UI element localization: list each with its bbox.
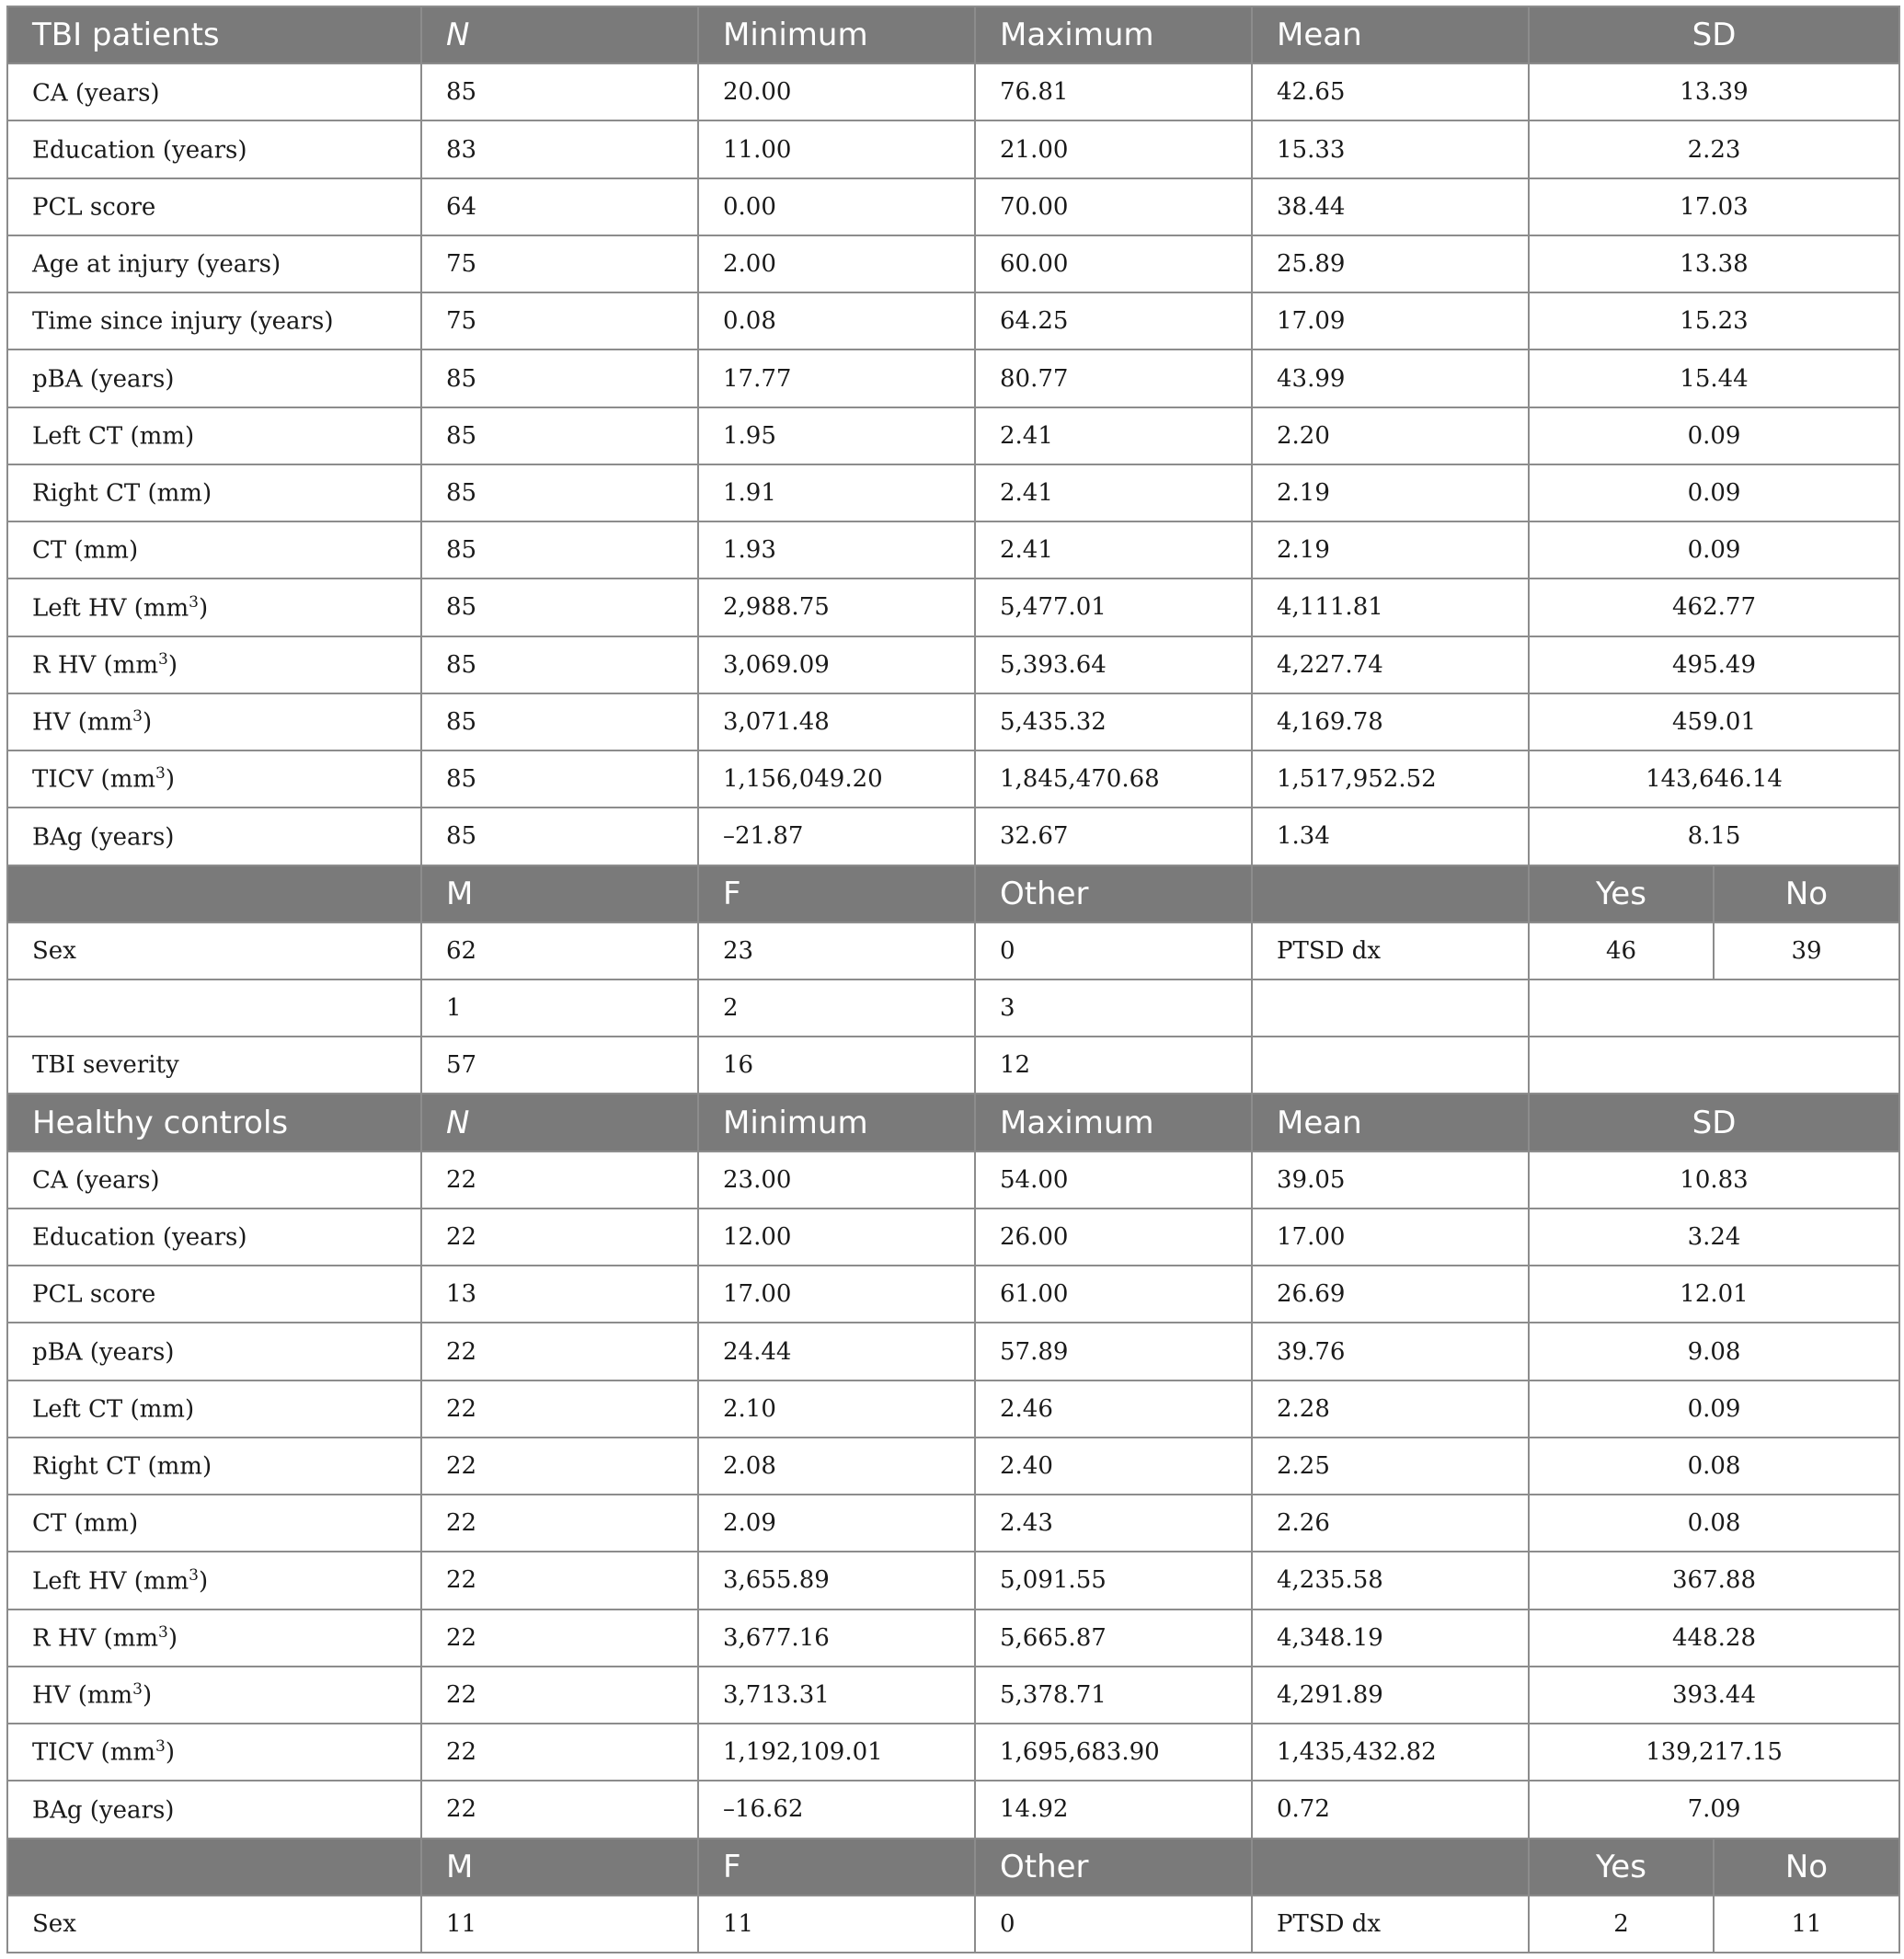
row-label-text: TICV (mm (32, 1738, 155, 1767)
table-row (7, 1781, 1899, 1838)
empty-cell (7, 980, 421, 1037)
unit-close: ) (143, 1681, 153, 1710)
cell-n: 22 (421, 1151, 698, 1209)
unit-superscript: 3 (132, 707, 143, 727)
row-label (7, 1610, 421, 1667)
col-header-mean: Mean (1252, 6, 1529, 63)
row-label (7, 1724, 421, 1781)
col-header-n: N (421, 1094, 698, 1151)
cell-minimum: 3,677.16 (698, 1610, 975, 1667)
cell-maximum: 5,665.87 (975, 1610, 1252, 1667)
cell-minimum: 1.91 (698, 464, 975, 521)
cell-maximum: 5,378.71 (975, 1667, 1252, 1724)
table-row (7, 349, 1899, 407)
row-label (7, 636, 421, 693)
cell-male: 11 (421, 1896, 698, 1953)
cell-mean: 4,227.74 (1252, 636, 1529, 693)
unit-close: ) (167, 651, 178, 680)
row-label-text: Left CT (mm) (32, 1395, 195, 1424)
cell-sd: 0.09 (1529, 464, 1899, 521)
cell-maximum: 70.00 (975, 178, 1252, 235)
cell-mean: 17.09 (1252, 292, 1529, 349)
cell-mean: 2.26 (1252, 1495, 1529, 1552)
table-row (7, 1380, 1899, 1438)
cell-minimum: 11.00 (698, 120, 975, 178)
cell-n: 22 (421, 1209, 698, 1266)
unit-close: ) (165, 765, 175, 794)
table-row (7, 808, 1899, 865)
cell-severity-1: 57 (421, 1037, 698, 1094)
empty-cell (1252, 1037, 1529, 1094)
cell-n: 75 (421, 235, 698, 292)
cell-minimum: 24.44 (698, 1323, 975, 1380)
row-label-text: CA (years) (32, 1166, 160, 1195)
cell-minimum: 0.00 (698, 178, 975, 235)
cell-minimum: 2.00 (698, 235, 975, 292)
cell-n: 22 (421, 1552, 698, 1609)
cell-mean: 2.19 (1252, 521, 1529, 579)
cell-sd: 3.24 (1529, 1209, 1899, 1266)
section-title: Healthy controls (7, 1094, 421, 1151)
empty-cell (1252, 865, 1529, 922)
col-header-minimum: Minimum (698, 6, 975, 63)
cell-minimum: 23.00 (698, 1151, 975, 1209)
cell-mean: 15.33 (1252, 120, 1529, 178)
cell-mean: 0.72 (1252, 1781, 1529, 1838)
col-header-no: No (1714, 865, 1899, 922)
cell-sd: 12.01 (1529, 1266, 1899, 1323)
ptsd-label: PTSD dx (1252, 922, 1529, 980)
cell-maximum: 2.41 (975, 407, 1252, 464)
cell-minimum: 1.95 (698, 407, 975, 464)
cell-maximum: 2.46 (975, 1380, 1252, 1438)
row-label (7, 693, 421, 750)
table-row (7, 120, 1899, 178)
table-row (7, 1724, 1899, 1781)
cell-maximum: 26.00 (975, 1209, 1252, 1266)
unit-close: ) (143, 708, 153, 737)
cell-n: 85 (421, 464, 698, 521)
category-header-row (7, 865, 1899, 922)
row-label-text: Time since injury (years) (32, 308, 334, 337)
severity-row (7, 1037, 1899, 1094)
category-header-row (7, 1839, 1899, 1896)
row-label-text: R HV (mm (32, 651, 159, 680)
row-label (7, 235, 421, 292)
cell-minimum: 1.93 (698, 521, 975, 579)
row-label-text: Age at injury (years) (32, 250, 281, 279)
cell-ptsd-yes: 46 (1529, 922, 1714, 980)
row-label-text: pBA (years) (32, 365, 175, 394)
cell-sd: 367.88 (1529, 1552, 1899, 1609)
cell-mean: 1.34 (1252, 808, 1529, 865)
row-label (7, 349, 421, 407)
row-label (7, 1781, 421, 1838)
cell-sd: 0.08 (1529, 1495, 1899, 1552)
col-header-female: F (698, 865, 975, 922)
col-header-female: F (698, 1839, 975, 1896)
table-row (7, 235, 1899, 292)
col-header-other: Other (975, 1839, 1252, 1896)
cell-sd: 10.83 (1529, 1151, 1899, 1209)
col-header-yes: Yes (1529, 1839, 1714, 1896)
row-label (7, 579, 421, 636)
cell-maximum: 5,435.32 (975, 693, 1252, 750)
cell-n: 85 (421, 407, 698, 464)
col-header-minimum: Minimum (698, 1094, 975, 1151)
cell-maximum: 57.89 (975, 1323, 1252, 1380)
row-label-text: CT (mm) (32, 537, 139, 566)
unit-close: ) (198, 1567, 209, 1596)
cell-mean: 39.76 (1252, 1323, 1529, 1380)
sex-row (7, 922, 1899, 980)
row-label: Sex (7, 1896, 421, 1953)
unit-superscript: 3 (132, 1680, 143, 1700)
cell-maximum: 2.41 (975, 464, 1252, 521)
cell-n: 13 (421, 1266, 698, 1323)
cell-severity-2: 16 (698, 1037, 975, 1094)
cell-minimum: 20.00 (698, 63, 975, 120)
cell-ptsd-no: 39 (1714, 922, 1899, 980)
cell-n: 85 (421, 636, 698, 693)
cell-mean: 4,235.58 (1252, 1552, 1529, 1609)
cell-mean: 25.89 (1252, 235, 1529, 292)
table-row (7, 693, 1899, 750)
cell-mean: 4,169.78 (1252, 693, 1529, 750)
cell-maximum: 2.43 (975, 1495, 1252, 1552)
cell-mean: 26.69 (1252, 1266, 1529, 1323)
col-header-yes: Yes (1529, 865, 1714, 922)
severity-level-2: 2 (698, 980, 975, 1037)
cell-sd: 13.39 (1529, 63, 1899, 120)
row-label: TBI severity (7, 1037, 421, 1094)
row-label (7, 464, 421, 521)
cell-n: 85 (421, 808, 698, 865)
cell-sd: 448.28 (1529, 1610, 1899, 1667)
col-header-other: Other (975, 865, 1252, 922)
cell-minimum: 3,655.89 (698, 1552, 975, 1609)
unit-superscript: 3 (158, 649, 168, 669)
row-label (7, 63, 421, 120)
cell-n: 22 (421, 1438, 698, 1495)
row-label-text: Right CT (mm) (32, 479, 212, 508)
row-label-text: Left CT (mm) (32, 422, 195, 451)
cell-other: 0 (975, 922, 1252, 980)
cell-sd: 0.08 (1529, 1438, 1899, 1495)
cell-mean: 39.05 (1252, 1151, 1529, 1209)
table-row (7, 1610, 1899, 1667)
cell-female: 11 (698, 1896, 975, 1953)
cell-maximum: 14.92 (975, 1781, 1252, 1838)
cell-mean: 1,517,952.52 (1252, 750, 1529, 808)
cell-maximum: 54.00 (975, 1151, 1252, 1209)
cell-minimum: 1,192,109.01 (698, 1724, 975, 1781)
cell-sd: 7.09 (1529, 1781, 1899, 1838)
cell-sd: 143,646.14 (1529, 750, 1899, 808)
row-label-text: Left HV (mm (32, 594, 189, 623)
unit-superscript: 3 (158, 1622, 168, 1642)
row-label-text: Left HV (mm (32, 1567, 189, 1596)
cell-sd: 17.03 (1529, 178, 1899, 235)
cell-minimum: 2,988.75 (698, 579, 975, 636)
empty-cell (7, 1839, 421, 1896)
col-header-no: No (1714, 1839, 1899, 1896)
row-label-text: BAg (years) (32, 1796, 175, 1825)
unit-superscript: 3 (189, 592, 199, 612)
cell-maximum: 80.77 (975, 349, 1252, 407)
row-label (7, 1667, 421, 1724)
sex-row (7, 1896, 1899, 1953)
cell-mean: 2.19 (1252, 464, 1529, 521)
table-row (7, 1667, 1899, 1724)
cell-mean: 4,348.19 (1252, 1610, 1529, 1667)
row-label (7, 1266, 421, 1323)
cell-other: 0 (975, 1896, 1252, 1953)
col-header-male: M (421, 865, 698, 922)
table-row (7, 579, 1899, 636)
col-header-mean: Mean (1252, 1094, 1529, 1151)
severity-level-1: 1 (421, 980, 698, 1037)
cell-minimum: 2.08 (698, 1438, 975, 1495)
cell-maximum: 64.25 (975, 292, 1252, 349)
cell-maximum: 76.81 (975, 63, 1252, 120)
row-label-text: TICV (mm (32, 765, 155, 794)
table-row (7, 1151, 1899, 1209)
row-label-text: CA (years) (32, 79, 160, 108)
table-row (7, 1266, 1899, 1323)
unit-superscript: 3 (189, 1565, 199, 1585)
cell-minimum: 3,071.48 (698, 693, 975, 750)
col-header-maximum: Maximum (975, 1094, 1252, 1151)
row-label (7, 292, 421, 349)
row-label-text: BAg (years) (32, 823, 175, 852)
cell-mean: 2.28 (1252, 1380, 1529, 1438)
row-label (7, 1438, 421, 1495)
row-label (7, 521, 421, 579)
cell-maximum: 21.00 (975, 120, 1252, 178)
descriptive-stats-table (6, 6, 1900, 1953)
row-label-text: Education (years) (32, 136, 247, 165)
cell-mean: 17.00 (1252, 1209, 1529, 1266)
empty-cell (1529, 980, 1899, 1037)
cell-maximum: 2.40 (975, 1438, 1252, 1495)
col-header-sd: SD (1529, 6, 1899, 63)
cell-n: 85 (421, 579, 698, 636)
cell-minimum: 3,713.31 (698, 1667, 975, 1724)
cell-maximum: 5,393.64 (975, 636, 1252, 693)
row-label (7, 1552, 421, 1609)
table-row (7, 407, 1899, 464)
cell-n: 85 (421, 750, 698, 808)
cell-n: 85 (421, 693, 698, 750)
cell-sd: 0.09 (1529, 1380, 1899, 1438)
table-row (7, 636, 1899, 693)
cell-mean: 38.44 (1252, 178, 1529, 235)
cell-minimum: 0.08 (698, 292, 975, 349)
col-header-maximum: Maximum (975, 6, 1252, 63)
unit-superscript: 3 (155, 764, 166, 784)
section-header-row (7, 1094, 1899, 1151)
empty-cell (1252, 1839, 1529, 1896)
cell-maximum: 2.41 (975, 521, 1252, 579)
cell-mean: 2.25 (1252, 1438, 1529, 1495)
cell-n: 22 (421, 1323, 698, 1380)
row-label (7, 178, 421, 235)
ptsd-label: PTSD dx (1252, 1896, 1529, 1953)
cell-mean: 2.20 (1252, 407, 1529, 464)
col-header-male: M (421, 1839, 698, 1896)
cell-minimum: 12.00 (698, 1209, 975, 1266)
cell-sd: 9.08 (1529, 1323, 1899, 1380)
row-label (7, 1151, 421, 1209)
cell-sd: 0.09 (1529, 521, 1899, 579)
cell-mean: 4,111.81 (1252, 579, 1529, 636)
unit-close: ) (167, 1624, 178, 1653)
table-row (7, 1209, 1899, 1266)
cell-ptsd-yes: 2 (1529, 1896, 1714, 1953)
cell-mean: 1,435,432.82 (1252, 1724, 1529, 1781)
cell-mean: 42.65 (1252, 63, 1529, 120)
cell-ptsd-no: 11 (1714, 1896, 1899, 1953)
cell-sd: 8.15 (1529, 808, 1899, 865)
cell-maximum: 60.00 (975, 235, 1252, 292)
row-label (7, 1209, 421, 1266)
unit-close: ) (165, 1738, 175, 1767)
cell-sd: 462.77 (1529, 579, 1899, 636)
cell-sd: 13.38 (1529, 235, 1899, 292)
cell-n: 85 (421, 521, 698, 579)
row-label (7, 1323, 421, 1380)
row-label-text: CT (mm) (32, 1510, 139, 1539)
cell-minimum: 17.00 (698, 1266, 975, 1323)
cell-n: 75 (421, 292, 698, 349)
unit-superscript: 3 (155, 1737, 166, 1757)
row-label-text: HV (mm (32, 708, 133, 737)
table-row (7, 1495, 1899, 1552)
cell-maximum: 32.67 (975, 808, 1252, 865)
cell-mean: 43.99 (1252, 349, 1529, 407)
cell-maximum: 5,091.55 (975, 1552, 1252, 1609)
cell-female: 23 (698, 922, 975, 980)
cell-n: 22 (421, 1724, 698, 1781)
table-row (7, 1438, 1899, 1495)
row-label (7, 407, 421, 464)
unit-close: ) (198, 594, 209, 623)
row-label-text: HV (mm (32, 1681, 133, 1710)
row-label (7, 808, 421, 865)
row-label-text: R HV (mm (32, 1624, 159, 1653)
cell-minimum: –21.87 (698, 808, 975, 865)
cell-n: 22 (421, 1781, 698, 1838)
cell-sd: 495.49 (1529, 636, 1899, 693)
table-row (7, 464, 1899, 521)
cell-sd: 139,217.15 (1529, 1724, 1899, 1781)
cell-sd: 0.09 (1529, 407, 1899, 464)
cell-sd: 15.23 (1529, 292, 1899, 349)
cell-minimum: 2.10 (698, 1380, 975, 1438)
cell-maximum: 1,695,683.90 (975, 1724, 1252, 1781)
row-label (7, 120, 421, 178)
cell-n: 22 (421, 1380, 698, 1438)
cell-n: 85 (421, 63, 698, 120)
cell-n: 83 (421, 120, 698, 178)
cell-maximum: 1,845,470.68 (975, 750, 1252, 808)
empty-cell (1529, 1037, 1899, 1094)
cell-severity-3: 12 (975, 1037, 1252, 1094)
table-row (7, 292, 1899, 349)
cell-minimum: 2.09 (698, 1495, 975, 1552)
row-label (7, 1380, 421, 1438)
row-label (7, 1495, 421, 1552)
cell-male: 62 (421, 922, 698, 980)
table-row (7, 63, 1899, 120)
cell-sd: 2.23 (1529, 120, 1899, 178)
cell-sd: 15.44 (1529, 349, 1899, 407)
cell-minimum: 17.77 (698, 349, 975, 407)
empty-cell (1252, 980, 1529, 1037)
row-label-text: Education (years) (32, 1223, 247, 1252)
cell-n: 85 (421, 349, 698, 407)
row-label-text: PCL score (32, 193, 156, 222)
col-header-sd: SD (1529, 1094, 1899, 1151)
table-body (7, 6, 1899, 1953)
table-row (7, 521, 1899, 579)
severity-header-row (7, 980, 1899, 1037)
row-label-text: Right CT (mm) (32, 1452, 212, 1481)
row-label-text: PCL score (32, 1281, 156, 1310)
section-header-row (7, 6, 1899, 63)
cell-n: 64 (421, 178, 698, 235)
table-row (7, 1323, 1899, 1380)
table-row (7, 750, 1899, 808)
cell-minimum: 3,069.09 (698, 636, 975, 693)
cell-mean: 4,291.89 (1252, 1667, 1529, 1724)
cell-minimum: –16.62 (698, 1781, 975, 1838)
col-header-n: N (421, 6, 698, 63)
row-label-text: pBA (years) (32, 1338, 175, 1367)
row-label: Sex (7, 922, 421, 980)
row-label (7, 750, 421, 808)
cell-n: 22 (421, 1610, 698, 1667)
table-row (7, 178, 1899, 235)
severity-level-3: 3 (975, 980, 1252, 1037)
section-title: TBI patients (7, 6, 421, 63)
cell-maximum: 5,477.01 (975, 579, 1252, 636)
empty-cell (7, 865, 421, 922)
cell-minimum: 1,156,049.20 (698, 750, 975, 808)
cell-n: 22 (421, 1495, 698, 1552)
cell-maximum: 61.00 (975, 1266, 1252, 1323)
table-row (7, 1552, 1899, 1609)
cell-sd: 393.44 (1529, 1667, 1899, 1724)
cell-n: 22 (421, 1667, 698, 1724)
cell-sd: 459.01 (1529, 693, 1899, 750)
